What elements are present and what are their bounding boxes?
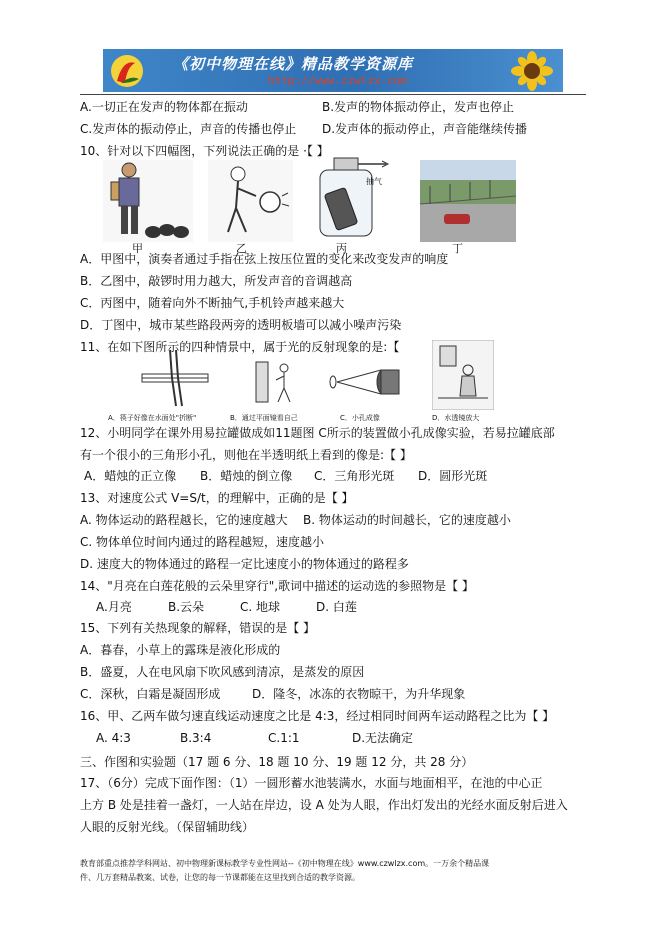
q10-caption-ding: 丁 xyxy=(452,242,463,255)
q10-caption-bing: 丙 xyxy=(336,242,347,255)
q9-option-a: A.一切正在发声的物体都在振动 xyxy=(80,100,248,114)
q10-stem: 10、针对以下四幅图，下列说法正确的是 ·【 】 xyxy=(80,144,329,158)
q10-caption-yi: 乙 xyxy=(236,242,247,255)
q9-option-d: D.发声体的振动停止，声音能继续传播 xyxy=(322,122,528,136)
q10-figure-jia xyxy=(103,160,193,242)
q17-line-1: 17、（6分）完成下面作图：（1）一圆形蓄水池装满水，水面与地面相平，在池的中心正 xyxy=(80,776,543,790)
q17-line-2: 上方 B 处是挂着一盏灯，一人站在岸边，设 A 处为人眼，作出灯发出的光经水面反射后进入 xyxy=(80,798,568,812)
q11-stem: 11、在如下图所示的四种情景中，属于光的反射现象的是:【 xyxy=(80,340,400,354)
q16-option-c: C.1:1 xyxy=(268,731,300,745)
q13-stem: 13、对速度公式 V=S/t，的理解中，正确的是【 】 xyxy=(80,491,354,505)
q12-option-a: A．蜡烛的正立像 xyxy=(84,469,177,483)
q11-figure-d xyxy=(432,340,494,410)
q13-option-c: C. 物体单位时间内通过的路程越短，速度越小 xyxy=(80,535,325,549)
q16-option-b: B.3:4 xyxy=(180,731,212,745)
q14-option-c: C. 地球 xyxy=(240,600,281,614)
q11-caption-d: D．水透镜放大 xyxy=(432,414,480,422)
page-footer xyxy=(80,857,590,885)
site-logo-icon xyxy=(109,53,145,89)
q11-caption-b: B．通过平面镜看自己 xyxy=(230,414,298,422)
banner-url[interactable]: http://www.czwlzx.com xyxy=(268,74,408,87)
q10-option-d: D．丁图中，城市某些路段两旁的透明板墙可以减小噪声污染 xyxy=(80,318,402,332)
header-banner xyxy=(103,49,563,92)
q11-figure-a xyxy=(140,348,210,410)
q10-option-c: C．丙图中，随着向外不断抽气,手机铃声越来越大 xyxy=(80,296,345,310)
footer-line-1: 教育部重点推荐学科网站、初中物理新课标教学专业性网站--《初中物理在线》www.czwlzx.com。一万余个精品课 xyxy=(80,859,490,868)
q10-figure-ding xyxy=(420,160,516,242)
q11-caption-c: C．小孔成像 xyxy=(340,414,380,422)
q13-option-b: B. 物体运动的时间越长，它的速度越小 xyxy=(303,513,511,527)
q17-line-3: 人眼的反射光线。（保留辅助线） xyxy=(80,820,255,834)
q16-stem: 16、甲、乙两车做匀速直线运动速度之比是 4:3，经过相同时间两车运动路程之比为【 】 xyxy=(80,709,555,723)
q15-stem: 15、下列有关热现象的解释，错误的是【 】 xyxy=(80,621,316,635)
q14-option-a: A.月亮 xyxy=(96,600,132,614)
q10-option-a: A．甲图中，演奏者通过手指在弦上按压位置的变化来改变发声的响度 xyxy=(80,252,449,266)
q10-caption-jia: 甲 xyxy=(132,242,143,255)
q14-option-d: D. 白莲 xyxy=(316,600,357,614)
q12-line-2: 有一个很小的三角形小孔，则他在半透明纸上看到的像是:【 】 xyxy=(80,448,412,462)
q10-label-chouqi: 抽气 xyxy=(366,177,382,186)
q11-figure-c xyxy=(325,364,403,404)
section3-title: 三、作图和实验题（17 题 6 分、18 题 10 分、19 题 12 分，共 28 分） xyxy=(80,755,474,769)
sunflower-icon xyxy=(507,51,557,91)
header-rule xyxy=(80,94,586,95)
banner-title: 《初中物理在线》精品教学资源库 xyxy=(173,55,414,73)
q10-figure-bing xyxy=(314,152,394,242)
q13-option-d: D. 速度大的物体通过的路程一定比速度小的物体通过的路程多 xyxy=(80,557,409,571)
q13-option-a: A. 物体运动的路程越长，它的速度越大 xyxy=(80,513,288,527)
q11-figure-b xyxy=(250,358,300,408)
q9-option-b: B.发声的物体振动停止，发声也停止 xyxy=(322,100,515,114)
q15-option-b: B．盛夏，人在电风扇下吹风感到清凉，是蒸发的原因 xyxy=(80,665,365,679)
q15-option-a: A．暮春，小草上的露珠是液化形成的 xyxy=(80,643,281,657)
q16-option-d: D.无法确定 xyxy=(352,731,414,745)
q10-figure-yi xyxy=(208,160,293,242)
q14-stem: 14、"月亮在白莲花般的云朵里穿行",歌词中描述的运动选的参照物是【 】 xyxy=(80,579,474,593)
q16-option-a: A. 4:3 xyxy=(96,731,131,745)
q14-option-b: B.云朵 xyxy=(168,600,205,614)
q12-option-c: C．三角形光斑 xyxy=(314,469,395,483)
q12-option-b: B．蜡烛的倒立像 xyxy=(200,469,293,483)
q12-line-1: 12、小明同学在课外用易拉罐做成如11题图 C所示的装置做小孔成像实验，若易拉罐底部 xyxy=(80,426,555,440)
q12-option-d: D．圆形光斑 xyxy=(418,469,488,483)
q10-option-b: B．乙图中，敲锣时用力越大，所发声音的音调越高 xyxy=(80,274,353,288)
q9-option-c: C.发声体的振动停止，声音的传播也停止 xyxy=(80,122,297,136)
q11-caption-a: A．筷子好像在水面处"折断" xyxy=(108,414,197,422)
q15-option-c: C．深秋，白霜是凝固形成 xyxy=(80,687,221,701)
footer-line-2: 件、几万套精品教案、试卷，让您的每一节课都能在这里找到合适的教学资源。 xyxy=(80,873,360,882)
q15-option-d: D．隆冬，冰冻的衣物晾干，为升华现象 xyxy=(252,687,466,701)
